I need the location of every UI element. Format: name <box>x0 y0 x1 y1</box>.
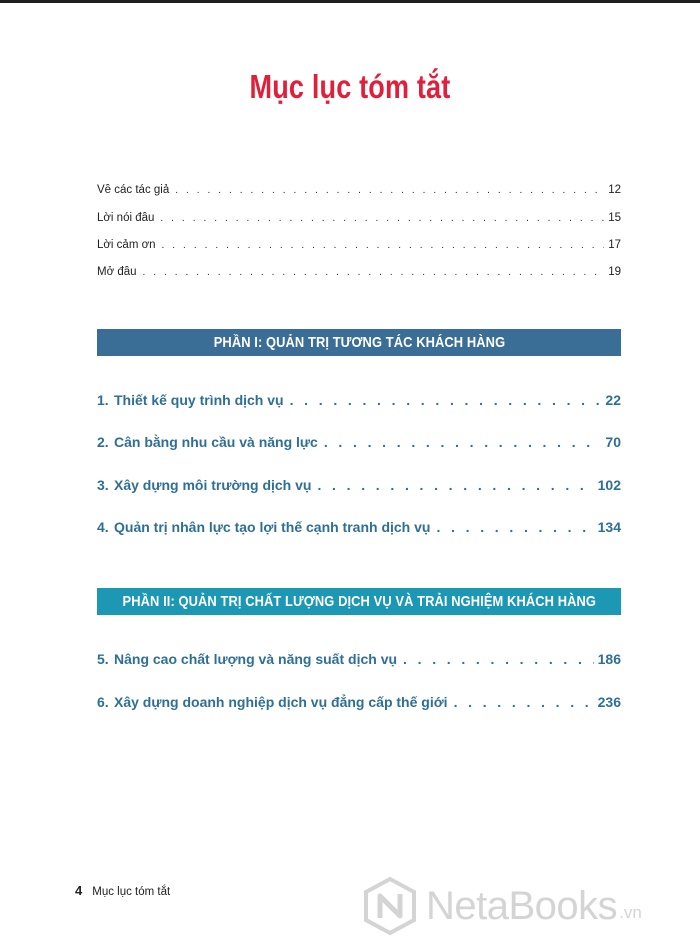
toc-entry-label: Lời nói đầu <box>97 212 155 224</box>
dot-leader <box>162 240 605 251</box>
chapter-number: 2. <box>97 434 109 450</box>
dot-leader <box>324 434 602 450</box>
dot-leader <box>403 651 594 667</box>
toc-entry-page: 12 <box>608 184 621 196</box>
dot-leader <box>143 267 605 278</box>
toc-chapter-3[interactable] <box>97 477 621 493</box>
toc-entry-introduction[interactable] <box>97 266 621 278</box>
watermark-brand: NetaBooks <box>426 883 618 928</box>
toc-entry-page: 17 <box>608 239 621 251</box>
dot-leader <box>317 477 593 493</box>
toc-entry-label: Về các tác giả <box>97 184 170 196</box>
toc-chapter-2[interactable] <box>97 434 621 450</box>
chapter-page: 186 <box>597 651 621 667</box>
toc-chapter-5[interactable] <box>97 651 621 667</box>
footer-running-title: Mục lục tóm tắt <box>92 886 171 898</box>
toc-chapter-1[interactable] <box>97 392 621 408</box>
chapter-page: 236 <box>597 694 621 710</box>
chapter-page: 102 <box>597 477 621 493</box>
dot-leader <box>436 519 593 535</box>
chapter-number: 4. <box>97 519 109 535</box>
part-2-banner[interactable] <box>97 588 621 615</box>
chapter-title: Thiết kế quy trình dịch vụ <box>114 392 284 408</box>
watermark-suffix: .vn <box>619 903 642 922</box>
toc-entry-label: Lời cảm ơn <box>97 239 156 251</box>
toc-entry-authors[interactable] <box>97 184 621 196</box>
page-footer <box>75 883 170 898</box>
toc-entry-page: 19 <box>608 266 621 278</box>
chapter-number: 5. <box>97 651 109 667</box>
chapter-title: Nâng cao chất lượng và năng suất dịch vụ <box>114 651 398 667</box>
chapter-number: 3. <box>97 477 109 493</box>
toc-chapter-4[interactable] <box>97 519 621 535</box>
netabooks-logo-icon <box>362 876 418 936</box>
toc-chapter-6[interactable] <box>97 694 621 710</box>
chapter-page: 134 <box>597 519 621 535</box>
toc-entry-label: Mở đầu <box>97 266 137 278</box>
footer-page-number: 4 <box>75 883 83 898</box>
dot-leader <box>175 185 604 196</box>
netabooks-watermark <box>362 876 642 936</box>
dot-leader <box>160 213 604 224</box>
chapter-title: Xây dựng doanh nghiệp dịch vụ đẳng cấp thế giới <box>114 694 448 710</box>
page-title: Mục lục tóm tắt <box>249 68 451 105</box>
dot-leader <box>454 694 594 710</box>
chapter-page: 22 <box>605 392 621 408</box>
top-rule <box>0 0 700 3</box>
chapter-number: 6. <box>97 694 109 710</box>
toc-entry-acknowledgements[interactable] <box>97 239 621 251</box>
chapter-title: Cân bằng nhu cầu và năng lực <box>114 434 318 450</box>
part-1-banner[interactable] <box>97 329 621 356</box>
toc-entry-preface[interactable] <box>97 212 621 224</box>
chapter-title: Quản trị nhân lực tạo lợi thế cạnh tranh dịch vụ <box>114 519 431 535</box>
chapter-number: 1. <box>97 392 109 408</box>
chapter-title: Xây dựng môi trường dịch vụ <box>114 477 312 493</box>
chapter-page: 70 <box>605 434 621 450</box>
dot-leader <box>290 392 602 408</box>
part-1-heading: PHẦN I: QUẢN TRỊ TƯƠNG TÁC KHÁCH HÀNG <box>213 334 505 351</box>
toc-entry-page: 15 <box>608 212 621 224</box>
part-2-heading: PHẦN II: QUẢN TRỊ CHẤT LƯỢNG DỊCH VỤ VÀ TRẢI NGHIỆM KHÁCH HÀNG <box>122 593 596 610</box>
